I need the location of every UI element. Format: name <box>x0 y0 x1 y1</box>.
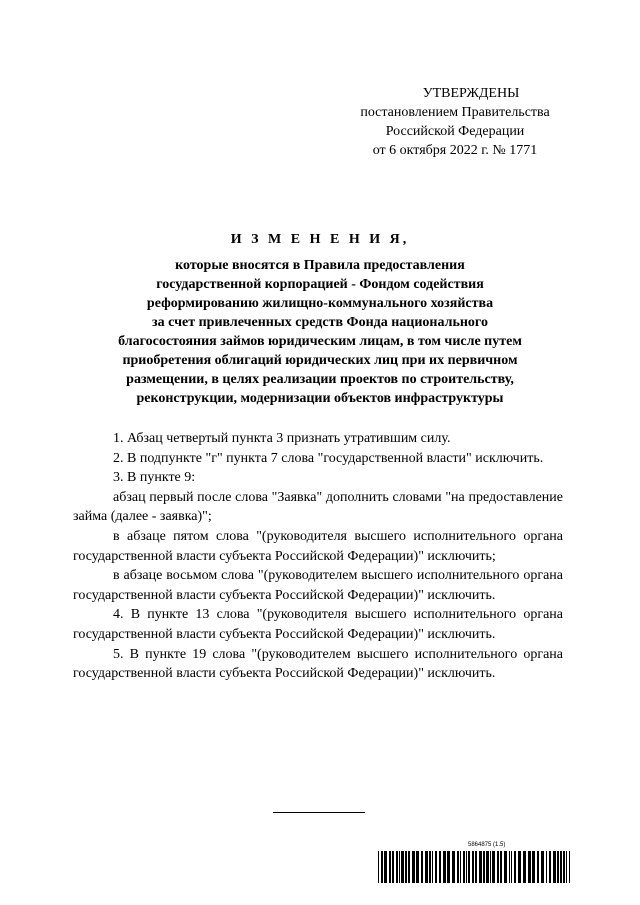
subtitle-line: размещении, в целях реализации проектов по строительству, <box>126 372 514 387</box>
subtitle-line: реформированию жилищно-коммунального хозяйства <box>146 296 494 311</box>
paragraph-subitem-fifth: в абзаце пятом слова "(руководителя высшего исполнительного органа государственной власти субъекта Российской Федерации)" исключить; <box>73 528 563 564</box>
barcode-icon <box>378 851 570 883</box>
approved-label: УТВЕРЖДЕНЫ <box>422 86 520 101</box>
paragraph-subitem-eighth: в абзаце восьмом слова "(руководителем высшего исполнительного органа государственной власти субъекта Российской Федерации)" исключить. <box>73 568 563 603</box>
approval-line-date: от 6 октября 2022 г. № 1771 <box>372 143 538 158</box>
approval-line-resolution: постановлением Правительства <box>360 105 550 120</box>
subtitle-line: реконструкции, модернизации объектов инфраструктуры <box>136 391 504 406</box>
paragraph-item-1: 1. Абзац четвертый пункта 3 признать утратившим силу. <box>113 431 451 446</box>
paragraph-item-4: 4. В пункте 13 слова "(руководителя высшего исполнительного органа государственной власти субъекта Российской Федерации)" исключить. <box>73 607 563 642</box>
document-heading <box>80 230 560 408</box>
subtitle-line: которые вносятся в Правила предоставления <box>175 258 465 273</box>
subtitle-line: за счет привлеченных средств Фонда национального <box>152 315 488 330</box>
subtitle-line: благосостояния займов юридическим лицам, в том числе путем <box>118 334 522 349</box>
paragraph-item-2: 2. В подпункте "г" пункта 7 слова "государственной власти" исключить. <box>113 450 544 466</box>
approval-line-country: Российской Федерации <box>385 124 525 139</box>
paragraph-item-5: 5. В пункте 19 слова "(руководителем высшего исполнительного органа государственной власти субъекта Российской Федерации)" исключить. <box>73 646 563 682</box>
footer-divider <box>273 812 365 813</box>
paragraph-subitem-first: абзац первый после слова "Заявка" дополнить словами "на предоставление займа (далее - заявка)"; <box>73 489 563 525</box>
document-title: И З М Е Н Е Н И Я, <box>230 232 410 247</box>
subtitle-line: государственной корпорацией - Фондом содействия <box>156 277 484 292</box>
barcode-caption: 5864875 (1.5) <box>468 842 506 848</box>
paragraph-item-3: 3. В пункте 9: <box>113 470 196 486</box>
approval-block <box>330 84 580 160</box>
document-body <box>73 429 563 684</box>
subtitle-line: приобретения облигаций юридических лиц при их первичном <box>122 353 518 368</box>
